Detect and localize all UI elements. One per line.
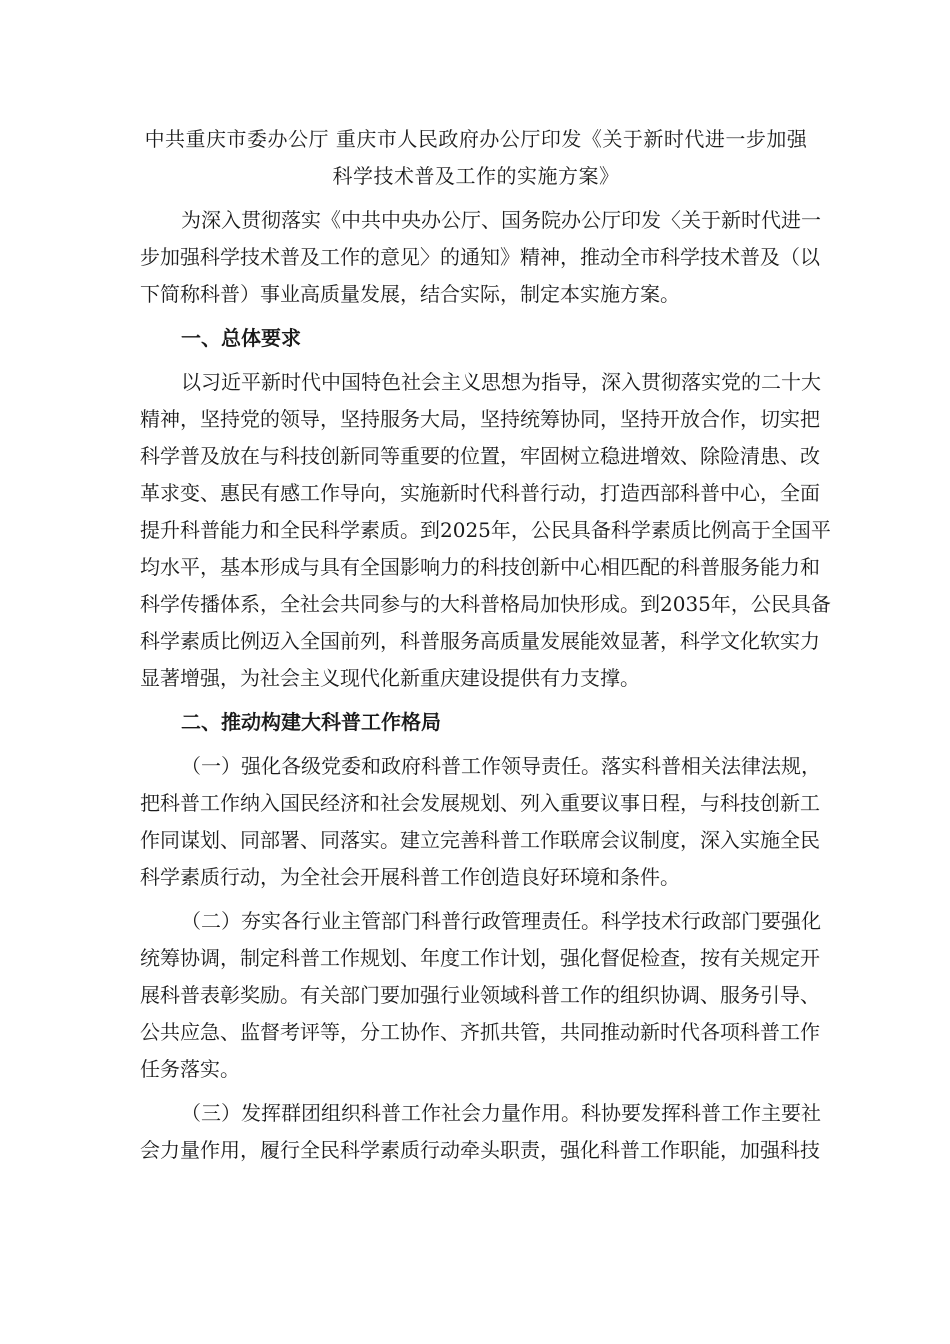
title-line-1: 中共重庆市委办公厅 重庆市人民政府办公厅印发《关于新时代进一步加强 — [144, 127, 808, 151]
text-line: 以习近平新时代中国特色社会主义思想为指导，深入贯彻落实党的二十大 — [181, 370, 821, 394]
text-line: 展科普表彰奖励。有关部门要加强行业领域科普工作的组织协调、服务引导、 — [140, 983, 820, 1007]
section-heading-2: 二、推动构建大科普工作格局 — [181, 710, 441, 734]
text-line: 均水平，基本形成与具有全国影响力的科技创新中心相匹配的科普服务能力和 — [140, 555, 820, 579]
item1-paragraph — [140, 748, 821, 896]
text-line: 任务落实。 — [140, 1057, 240, 1081]
text-line: 科学素质比例迈入全国前列，科普服务高质量发展能效显著，科学文化软实力 — [140, 629, 820, 653]
text-line: 把科普工作纳入国民经济和社会发展规划、列入重要议事日程，与科技创新工 — [140, 791, 820, 815]
text-line: 下简称科普）事业高质量发展，结合实际，制定本实施方案。 — [140, 282, 680, 306]
document-body — [140, 202, 831, 1176]
text-line: 显著增强，为社会主义现代化新重庆建设提供有力支撑。 — [140, 666, 640, 690]
title-line-2: 科学技术普及工作的实施方案》 — [332, 164, 620, 188]
text-line: 作同谋划、同部署、同落实。建立完善科普工作联席会议制度，深入实施全民 — [140, 828, 820, 852]
text-line: 公共应急、监督考评等，分工协作、齐抓共管，共同推动新时代各项科普工作 — [140, 1020, 820, 1044]
section1-paragraph — [140, 364, 831, 697]
text-line: 统筹协调，制定科普工作规划、年度工作计划，强化督促检查，按有关规定开 — [140, 946, 820, 970]
intro-paragraph — [140, 202, 821, 313]
text-line: 科学素质行动，为全社会开展科普工作创造良好环境和条件。 — [140, 865, 680, 889]
text-line: 精神，坚持党的领导，坚持服务大局，坚持统筹协同，坚持开放合作，切实把 — [140, 407, 820, 431]
text-line: 革求变、惠民有感工作导向，实施新时代科普行动，打造西部科普中心，全面 — [140, 481, 820, 505]
text-line: 科学普及放在与科技创新同等重要的位置，牢固树立稳进增效、除险清患、改 — [140, 444, 820, 468]
text-line: （一）强化各级党委和政府科普工作领导责任。落实科普相关法律法规， — [181, 754, 821, 778]
item3-paragraph — [140, 1095, 821, 1169]
text-line: 提升科普能力和全民科学素质。到2025年，公民具备科学素质比例高于全国平 — [140, 518, 831, 542]
text-line: 步加强科学技术普及工作的意见〉的通知》精神，推动全市科学技术普及（以 — [140, 245, 820, 269]
text-line: 会力量作用，履行全民科学素质行动牵头职责，强化科普工作职能，加强科技 — [140, 1138, 820, 1162]
item2-paragraph — [140, 903, 821, 1088]
text-line: 科学传播体系，全社会共同参与的大科普格局加快形成。到2035年，公民具备 — [140, 592, 831, 616]
text-line: 为深入贯彻落实《中共中央办公厅、国务院办公厅印发〈关于新时代进一 — [181, 208, 821, 232]
text-line: （三）发挥群团组织科普工作社会力量作用。科协要发挥科普工作主要社 — [181, 1101, 821, 1125]
section-heading-1: 一、总体要求 — [181, 326, 301, 350]
text-line: （二）夯实各行业主管部门科普行政管理责任。科学技术行政部门要强化 — [181, 909, 821, 933]
document-title — [140, 121, 812, 195]
